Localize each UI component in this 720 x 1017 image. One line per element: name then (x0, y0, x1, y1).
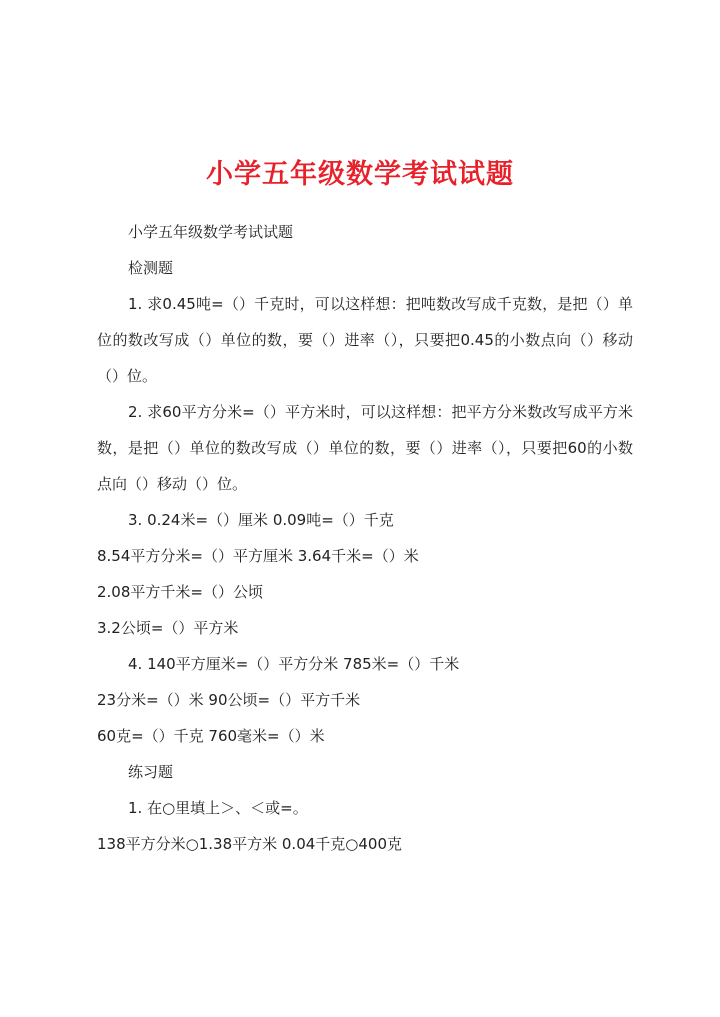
question-4-line-3: 60克=（）千克 760毫米=（）米 (97, 727, 325, 745)
question-1-paragraph: 1. 求0.45吨=（）千克时，可以这样想：把吨数改写成千克数，是把（）单位的数改写成（）单位的数，要（）进率（），只要把0.45的小数点向（）移动（）位。 (97, 295, 633, 385)
question-3-line-4: 3.2公顷=（）平方米 (97, 619, 239, 637)
question-4-line-2: 23分米=（）米 90公顷=（）平方千米 (97, 691, 361, 709)
subtitle-paragraph: 小学五年级数学考试试题 (128, 223, 294, 241)
question-2-paragraph: 2. 求60平方分米=（）平方米时，可以这样想：把平方分米数改写成平方米数，是把（）单位的数改写成（）单位的数，要（）进率（），只要把60的小数点向（）移动（）位。 (97, 403, 633, 493)
question-3-line-2: 8.54平方分米=（）平方厘米 3.64千米=（）米 (97, 547, 419, 565)
practice-question-1: 1. 在○里填上＞、＜或=。 (128, 799, 308, 817)
section-heading-detection: 检测题 (128, 259, 174, 277)
question-4-line-1: 4. 140平方厘米=（）平方分米 785米=（）千米 (128, 655, 460, 673)
section-heading-practice: 练习题 (128, 763, 174, 781)
question-3-line-3: 2.08平方千米=（）公顷 (97, 583, 263, 601)
practice-question-1-line-2: 138平方分米○1.38平方米 0.04千克○400克 (97, 835, 403, 853)
question-3-line-1: 3. 0.24米=（）厘米 0.09吨=（）千克 (128, 511, 394, 529)
document-body (97, 214, 633, 862)
document-title: 小学五年级数学考试试题 (206, 159, 514, 190)
